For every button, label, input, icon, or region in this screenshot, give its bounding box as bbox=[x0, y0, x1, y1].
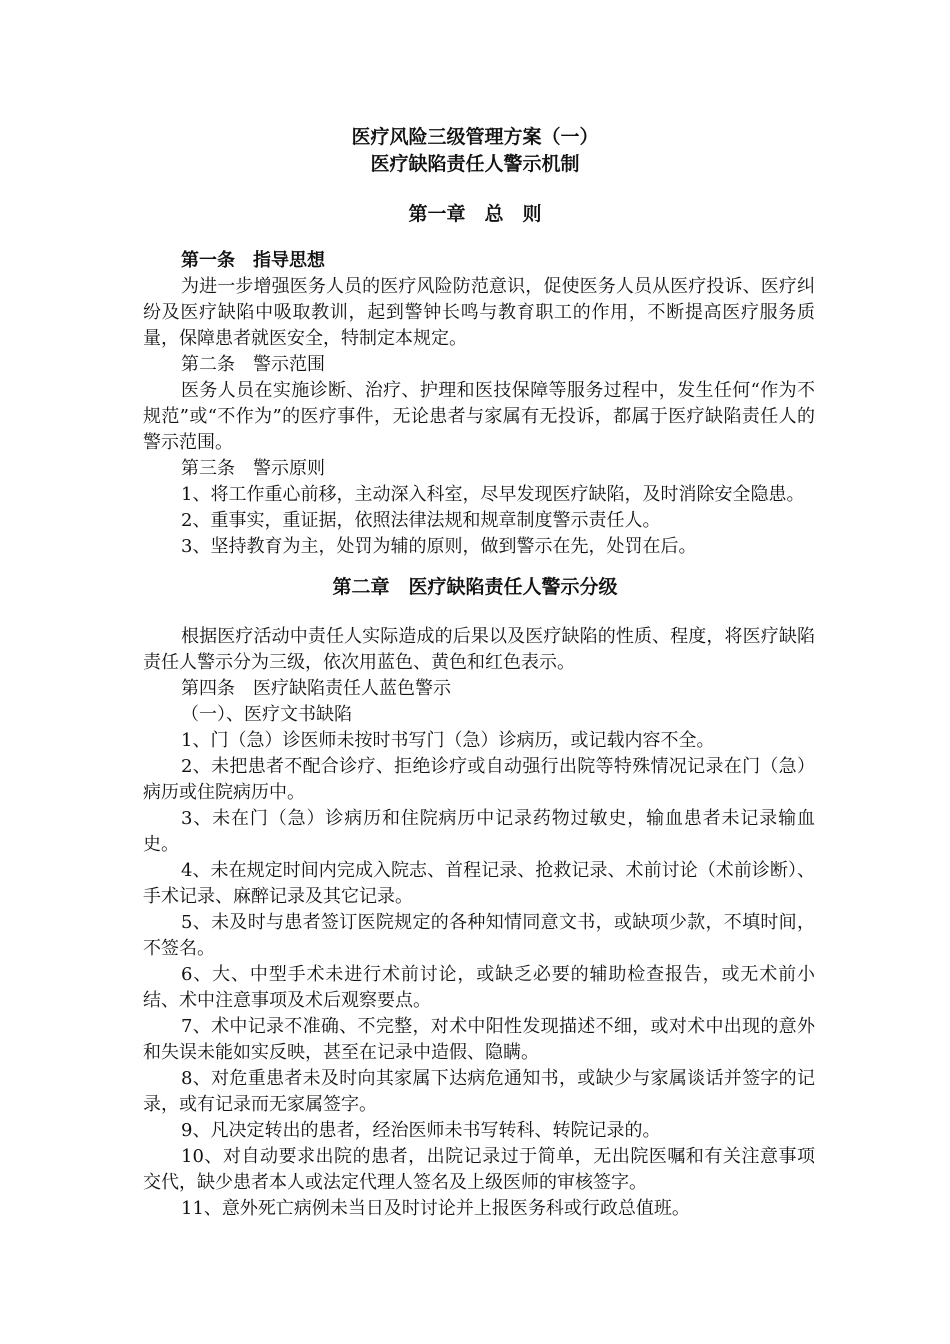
chapter-1-heading: 第一章 总 则 bbox=[408, 203, 542, 225]
article-heading: 第二条 警示范围 bbox=[181, 354, 325, 375]
list-item: 1、将工作重心前移，主动深入科室，尽早发现医疗缺陷，及时消除安全隐患。 bbox=[181, 484, 805, 505]
document-title: 医疗风险三级管理方案（一） bbox=[351, 126, 599, 148]
list-item: 9、凡决定转出的患者，经治医师未书写转科、转院记录的。 bbox=[181, 1120, 661, 1141]
list-item: 10、对自动要求出院的患者，出院记录过于简单，无出院医嘱和有关注意事项交代，缺少患者本人或法定代理人签名及上级医师的审核签字。 bbox=[143, 1146, 815, 1193]
list-item: 5、未及时与患者签订医院规定的各种知情同意文书，或缺项少款，不填时间，不签名。 bbox=[143, 912, 815, 959]
chapter-1-body bbox=[143, 248, 815, 560]
paragraph: 根据医疗活动中责任人实际造成的后果以及医疗缺陷的性质、程度，将医疗缺陷责任人警示分为三级，依次用蓝色、黄色和红色表示。 bbox=[143, 626, 815, 673]
list-item: 6、大、中型手术未进行术前讨论，或缺乏必要的辅助检查报告，或无术前小结、术中注意事项及术后观察要点。 bbox=[143, 964, 815, 1011]
list-item: 3、坚持教育为主，处罚为辅的原则，做到警示在先，处罚在后。 bbox=[181, 536, 697, 557]
article-heading: 第一条 指导思想 bbox=[181, 250, 325, 271]
article-heading: 第三条 警示原则 bbox=[181, 458, 325, 479]
list-item: 2、重事实，重证据，依照法律法规和规章制度警示责任人。 bbox=[181, 510, 661, 531]
list-item: 7、术中记录不准确、不完整，对术中阳性发现描述不细，或对术中出现的意外和失误未能如实反映，甚至在记录中造假、隐瞒。 bbox=[143, 1016, 815, 1063]
list-item: 1、门（急）诊医师未按时书写门（急）诊病历，或记载内容不全。 bbox=[181, 730, 715, 751]
paragraph: 医务人员在实施诊断、治疗、护理和医技保障等服务过程中，发生任何“作为不规范”或“不作为”的医疗事件，无论患者与家属有无投诉，都属于医疗缺陷责任人的警示范围。 bbox=[143, 380, 815, 453]
list-item: 8、对危重患者未及时向其家属下达病危通知书，或缺少与家属谈话并签字的记录，或有记录而无家属签字。 bbox=[143, 1068, 815, 1115]
subsection-heading: （一）、医疗文书缺陷 bbox=[181, 704, 352, 725]
list-item: 11、意外死亡病例未当日及时讨论并上报医务科或行政总值班。 bbox=[181, 1198, 690, 1219]
list-item: 2、未把患者不配合诊疗、拒绝诊疗或自动强行出院等特殊情况记录在门（急）病历或住院病历中。 bbox=[143, 756, 815, 803]
chapter-2-body bbox=[143, 624, 815, 1222]
document-subtitle: 医疗缺陷责任人警示机制 bbox=[370, 153, 580, 175]
list-item: 4、未在规定时间内完成入院志、首程记录、抢救记录、术前讨论（术前诊断）、手术记录、麻醉记录及其它记录。 bbox=[143, 860, 815, 907]
paragraph: 为进一步增强医务人员的医疗风险防范意识，促使医务人员从医疗投诉、医疗纠纷及医疗缺陷中吸取教训，起到警钟长鸣与教育职工的作用，不断提高医疗服务质量，保障患者就医安全，特制定本规定。 bbox=[143, 276, 815, 349]
article-heading: 第四条 医疗缺陷责任人蓝色警示 bbox=[181, 678, 451, 699]
list-item: 3、未在门（急）诊病历和住院病历中记录药物过敏史，输血患者未记录输血史。 bbox=[143, 808, 815, 855]
chapter-2-heading: 第二章 医疗缺陷责任人警示分级 bbox=[332, 576, 618, 598]
